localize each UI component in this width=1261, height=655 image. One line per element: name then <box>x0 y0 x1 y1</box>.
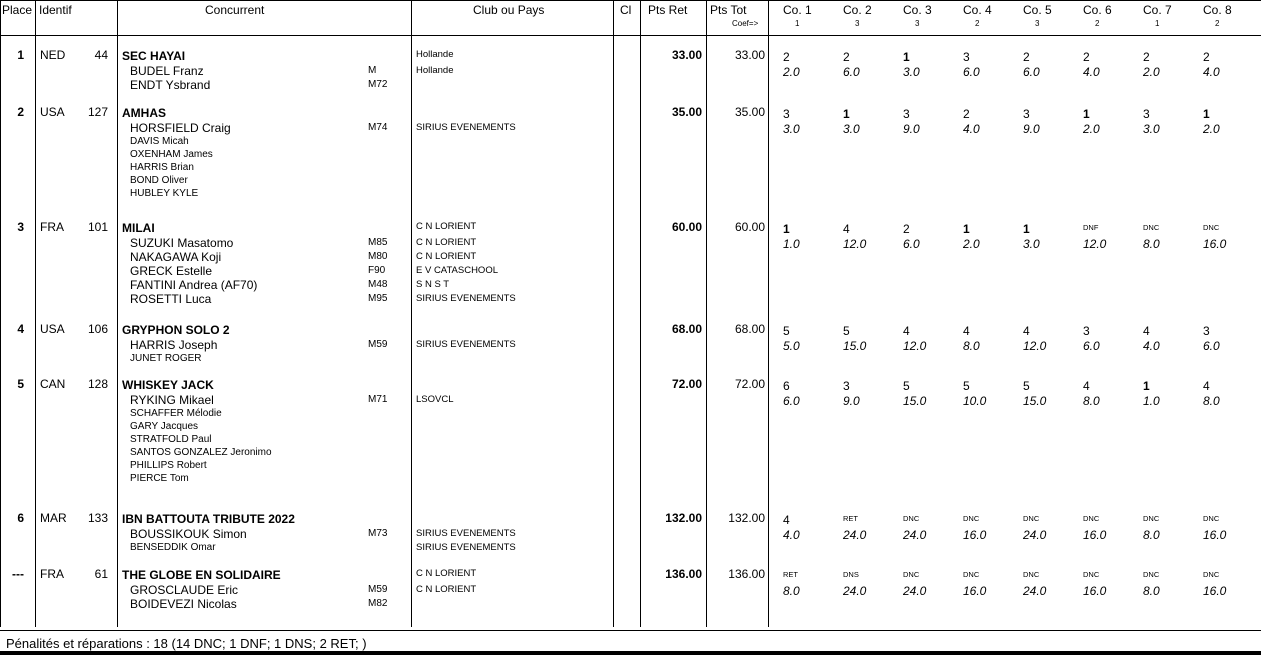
race-rank: 3 <box>1083 324 1090 338</box>
race-rank: DNC <box>1143 223 1160 232</box>
crew-name: BENSEDDIK Omar <box>130 542 216 553</box>
race-rank: 2 <box>1143 50 1150 64</box>
race-points: 8.0 <box>1143 528 1160 542</box>
header-club: Club ou Pays <box>473 3 545 17</box>
pts-ret-value: 72.00 <box>671 377 702 391</box>
race-rank: 4 <box>1143 324 1150 338</box>
crew-category: M74 <box>368 122 388 133</box>
race-rank: 3 <box>1143 107 1150 121</box>
race-points: 8.0 <box>783 584 800 598</box>
race-points: 16.0 <box>1203 584 1227 598</box>
race-rank: DNC <box>1203 570 1220 579</box>
header-cl: Cl <box>620 3 632 17</box>
boat-name: WHISKEY JACK <box>122 378 214 392</box>
crew-category: M85 <box>368 237 388 248</box>
race-points: 6.0 <box>903 237 920 251</box>
crew-name: FANTINI Andrea (AF70) <box>130 278 258 292</box>
race-points: 24.0 <box>903 584 927 598</box>
sail-number: 127 <box>87 105 108 119</box>
race-points: 9.0 <box>903 122 920 136</box>
race-rank: DNC <box>903 514 920 523</box>
nationality: FRA <box>40 567 64 581</box>
race-rank: 3 <box>903 107 910 121</box>
race-points: 3.0 <box>783 122 800 136</box>
column-divider <box>640 0 641 627</box>
crew-club: SIRIUS EVENEMENTS <box>416 542 516 553</box>
header-concurrent: Concurrent <box>205 3 265 17</box>
crew-club: SIRIUS EVENEMENTS <box>416 293 516 304</box>
crew-name: BOND Oliver <box>130 175 188 186</box>
pts-tot-value: 136.00 <box>728 567 765 581</box>
race-rank: DNC <box>1023 570 1040 579</box>
sail-number: 44 <box>94 48 108 62</box>
boat-club: Hollande <box>416 49 454 60</box>
crew-name: ROSETTI Luca <box>130 292 212 306</box>
crew-category: M59 <box>368 339 388 350</box>
race-rank: 2 <box>843 50 850 64</box>
column-divider <box>117 0 118 627</box>
crew-club: LSOVCL <box>416 394 454 405</box>
race-points: 12.0 <box>1083 237 1107 251</box>
race-points: 8.0 <box>1143 584 1160 598</box>
header-race-coef-3: 3 <box>915 19 920 28</box>
crew-name: DAVIS Micah <box>130 136 189 147</box>
pts-tot-value: 35.00 <box>734 105 765 119</box>
crew-category: M72 <box>368 79 388 90</box>
race-rank: 2 <box>1083 50 1090 64</box>
crew-name: HORSFIELD Craig <box>130 121 231 135</box>
race-rank: 2 <box>963 107 970 121</box>
race-points: 6.0 <box>843 65 860 79</box>
header-race-coef-8: 2 <box>1215 19 1220 28</box>
crew-name: RYKING Mikael <box>130 393 214 407</box>
boat-name: SEC HAYAI <box>122 49 186 63</box>
race-points: 16.0 <box>963 528 987 542</box>
race-rank: 4 <box>1023 324 1030 338</box>
boat-name: GRYPHON SOLO 2 <box>122 323 230 337</box>
nationality: NED <box>40 48 66 62</box>
race-rank: 3 <box>843 379 850 393</box>
sail-number: 133 <box>87 511 108 525</box>
race-points: 8.0 <box>963 339 980 353</box>
race-rank: 2 <box>1023 50 1030 64</box>
pts-ret-value: 136.00 <box>665 567 702 581</box>
crew-name: HUBLEY KYLE <box>130 188 199 199</box>
race-points: 12.0 <box>1023 339 1047 353</box>
crew-category: M95 <box>368 293 388 304</box>
race-points: 6.0 <box>1203 339 1220 353</box>
header-race-7: Co. 7 <box>1143 3 1172 17</box>
race-points: 15.0 <box>843 339 867 353</box>
race-points: 2.0 <box>1203 122 1220 136</box>
header-pts-ret: Pts Ret <box>648 3 688 17</box>
race-rank: 1 <box>1023 222 1030 236</box>
race-points: 4.0 <box>783 528 800 542</box>
race-rank: DNC <box>1143 514 1160 523</box>
header-race-coef-7: 1 <box>1155 19 1160 28</box>
crew-category: F90 <box>368 265 386 276</box>
column-divider <box>613 0 614 627</box>
header-race-3: Co. 3 <box>903 3 932 17</box>
header-race-1: Co. 1 <box>783 3 812 17</box>
race-rank: 3 <box>963 50 970 64</box>
crew-name: OXENHAM James <box>130 149 213 160</box>
place-value: 1 <box>17 48 24 62</box>
race-points: 24.0 <box>843 528 867 542</box>
crew-name: ENDT Ysbrand <box>130 78 211 92</box>
crew-club: E V CATASCHOOL <box>416 265 498 276</box>
column-divider <box>706 0 707 627</box>
pts-ret-value: 60.00 <box>671 220 702 234</box>
race-rank: 4 <box>1083 379 1090 393</box>
race-rank: DNC <box>1023 514 1040 523</box>
pts-ret-value: 35.00 <box>671 105 702 119</box>
race-points: 6.0 <box>963 65 980 79</box>
race-rank: DNC <box>1203 223 1220 232</box>
nationality: USA <box>40 105 65 119</box>
race-points: 8.0 <box>1083 394 1100 408</box>
crew-name: BUDEL Franz <box>130 64 204 78</box>
race-points: 8.0 <box>1203 394 1220 408</box>
header-race-coef-4: 2 <box>975 19 980 28</box>
header-pts-tot: Pts Tot <box>710 3 747 17</box>
boat-name: MILAI <box>122 221 155 235</box>
race-points: 2.0 <box>1143 65 1160 79</box>
race-points: 4.0 <box>1083 65 1100 79</box>
pts-tot-value: 33.00 <box>734 48 765 62</box>
column-divider <box>35 0 36 627</box>
race-points: 15.0 <box>1023 394 1047 408</box>
race-rank: 4 <box>963 324 970 338</box>
place-value: 3 <box>17 220 24 234</box>
race-rank: 2 <box>903 222 910 236</box>
race-rank: DNC <box>1083 570 1100 579</box>
header-race-8: Co. 8 <box>1203 3 1232 17</box>
place-value: 4 <box>17 322 24 336</box>
race-points: 12.0 <box>843 237 867 251</box>
race-points: 24.0 <box>843 584 867 598</box>
race-rank: DNF <box>1083 223 1099 232</box>
race-points: 3.0 <box>843 122 860 136</box>
header-race-coef-2: 3 <box>855 19 860 28</box>
header-race-coef-5: 3 <box>1035 19 1040 28</box>
nationality: MAR <box>40 511 67 525</box>
header-race-6: Co. 6 <box>1083 3 1112 17</box>
race-rank: DNC <box>903 570 920 579</box>
crew-name: GRECK Estelle <box>130 264 213 278</box>
race-rank: 1 <box>1083 107 1090 121</box>
crew-club: SIRIUS EVENEMENTS <box>416 528 516 539</box>
sail-number: 101 <box>87 220 108 234</box>
race-rank: RET <box>843 514 858 523</box>
race-points: 24.0 <box>1023 584 1047 598</box>
race-rank: 4 <box>1203 379 1210 393</box>
crew-name: SUZUKI Masatomo <box>130 236 234 250</box>
header-place: Place <box>2 3 33 17</box>
boat-name: IBN BATTOUTA TRIBUTE 2022 <box>122 512 295 526</box>
crew-name: PIERCE Tom <box>130 473 189 484</box>
pts-tot-value: 60.00 <box>734 220 765 234</box>
crew-name: PHILLIPS Robert <box>130 460 207 471</box>
race-rank: 5 <box>783 324 790 338</box>
sail-number: 61 <box>94 567 108 581</box>
race-points: 10.0 <box>963 394 987 408</box>
pts-ret-value: 68.00 <box>671 322 702 336</box>
crew-name: HARRIS Brian <box>130 162 194 173</box>
crew-name: SANTOS GONZALEZ Jeronimo <box>130 447 272 458</box>
race-points: 16.0 <box>1203 237 1227 251</box>
place-value: 6 <box>17 511 24 525</box>
place-value: --- <box>12 567 24 581</box>
race-rank: 1 <box>963 222 970 236</box>
race-points: 2.0 <box>1083 122 1100 136</box>
crew-name: JUNET ROGER <box>130 353 202 364</box>
crew-name: SCHAFFER Mélodie <box>130 408 222 419</box>
race-points: 24.0 <box>903 528 927 542</box>
race-points: 6.0 <box>1023 65 1040 79</box>
crew-name: STRATFOLD Paul <box>130 434 212 445</box>
race-points: 2.0 <box>963 237 980 251</box>
race-rank: 4 <box>843 222 850 236</box>
header-race-coef-6: 2 <box>1095 19 1100 28</box>
race-rank: 2 <box>783 50 790 64</box>
crew-category: M82 <box>368 598 388 609</box>
race-rank: 3 <box>1023 107 1030 121</box>
race-points: 16.0 <box>1203 528 1227 542</box>
pts-tot-value: 72.00 <box>734 377 765 391</box>
race-rank: DNS <box>843 570 859 579</box>
race-points: 4.0 <box>963 122 980 136</box>
sail-number: 106 <box>87 322 108 336</box>
boat-club: C N LORIENT <box>416 221 477 232</box>
race-points: 5.0 <box>783 339 800 353</box>
race-rank: 1 <box>843 107 850 121</box>
race-points: 1.0 <box>783 237 800 251</box>
race-points: 3.0 <box>903 65 920 79</box>
pts-tot-value: 68.00 <box>734 322 765 336</box>
pts-ret-value: 33.00 <box>671 48 702 62</box>
place-value: 5 <box>17 377 24 391</box>
race-rank: DNC <box>1143 570 1160 579</box>
race-rank: DNC <box>1083 514 1100 523</box>
race-rank: 3 <box>1203 324 1210 338</box>
race-rank: 1 <box>903 50 910 64</box>
race-points: 6.0 <box>783 394 800 408</box>
race-points: 3.0 <box>1143 122 1160 136</box>
crew-category: M80 <box>368 251 388 262</box>
crew-name: HARRIS Joseph <box>130 338 218 352</box>
race-rank: 1 <box>1143 379 1150 393</box>
header-race-coef-1: 1 <box>795 19 800 28</box>
crew-club: SIRIUS EVENEMENTS <box>416 339 516 350</box>
penalties-summary: Pénalités et réparations : 18 (14 DNC; 1 DNF; 1 DNS; 2 RET; ) <box>6 636 367 651</box>
race-rank: 6 <box>783 379 790 393</box>
crew-category: M <box>368 65 377 76</box>
race-rank: DNC <box>963 570 980 579</box>
race-rank: DNC <box>1203 514 1220 523</box>
race-rank: 2 <box>1203 50 1210 64</box>
header-identif: Identif <box>39 3 72 17</box>
boat-name: THE GLOBE EN SOLIDAIRE <box>122 568 281 582</box>
race-points: 12.0 <box>903 339 927 353</box>
race-points: 4.0 <box>1143 339 1160 353</box>
race-points: 6.0 <box>1083 339 1100 353</box>
crew-club: C N LORIENT <box>416 584 477 595</box>
race-rank: 3 <box>783 107 790 121</box>
crew-club: C N LORIENT <box>416 237 477 248</box>
crew-club: C N LORIENT <box>416 251 477 262</box>
sail-number: 128 <box>87 377 108 391</box>
crew-club: S N S T <box>416 279 450 290</box>
boat-name: AMHAS <box>122 106 166 120</box>
crew-name: BOIDEVEZI Nicolas <box>130 597 237 611</box>
race-points: 9.0 <box>843 394 860 408</box>
crew-name: BOUSSIKOUK Simon <box>130 527 247 541</box>
race-rank: 5 <box>903 379 910 393</box>
race-points: 4.0 <box>1203 65 1220 79</box>
pts-ret-value: 132.00 <box>665 511 702 525</box>
footer-divider <box>0 630 1261 631</box>
crew-name: NAKAGAWA Koji <box>130 250 222 264</box>
race-points: 16.0 <box>1083 528 1107 542</box>
race-points: 1.0 <box>1143 394 1160 408</box>
nationality: FRA <box>40 220 64 234</box>
pts-tot-value: 132.00 <box>728 511 765 525</box>
race-rank: 1 <box>1203 107 1210 121</box>
race-rank: RET <box>783 570 798 579</box>
race-points: 16.0 <box>963 584 987 598</box>
crew-category: M48 <box>368 279 388 290</box>
crew-club: Hollande <box>416 65 454 76</box>
race-rank: 5 <box>963 379 970 393</box>
crew-name: GROSCLAUDE Eric <box>130 583 239 597</box>
race-rank: 5 <box>843 324 850 338</box>
race-rank: 5 <box>1023 379 1030 393</box>
header-race-5: Co. 5 <box>1023 3 1052 17</box>
column-divider <box>768 0 769 627</box>
header-race-2: Co. 2 <box>843 3 872 17</box>
race-points: 16.0 <box>1083 584 1107 598</box>
race-points: 8.0 <box>1143 237 1160 251</box>
column-divider <box>411 0 412 627</box>
crew-club: SIRIUS EVENEMENTS <box>416 122 516 133</box>
crew-category: M59 <box>368 584 388 595</box>
header-race-4: Co. 4 <box>963 3 992 17</box>
race-points: 3.0 <box>1023 237 1040 251</box>
crew-category: M73 <box>368 528 388 539</box>
column-divider <box>0 0 1 627</box>
race-rank: 1 <box>783 222 790 236</box>
race-rank: DNC <box>963 514 980 523</box>
race-points: 9.0 <box>1023 122 1040 136</box>
place-value: 2 <box>17 105 24 119</box>
bottom-rule <box>0 651 1261 655</box>
race-rank: 4 <box>903 324 910 338</box>
crew-category: M71 <box>368 394 388 405</box>
race-points: 15.0 <box>903 394 927 408</box>
boat-club: C N LORIENT <box>416 568 477 579</box>
race-points: 2.0 <box>783 65 800 79</box>
nationality: CAN <box>40 377 66 391</box>
header-coef-label: Coef=> <box>732 19 759 28</box>
nationality: USA <box>40 322 65 336</box>
crew-name: GARY Jacques <box>130 421 199 432</box>
race-rank: 4 <box>783 513 790 527</box>
race-points: 24.0 <box>1023 528 1047 542</box>
